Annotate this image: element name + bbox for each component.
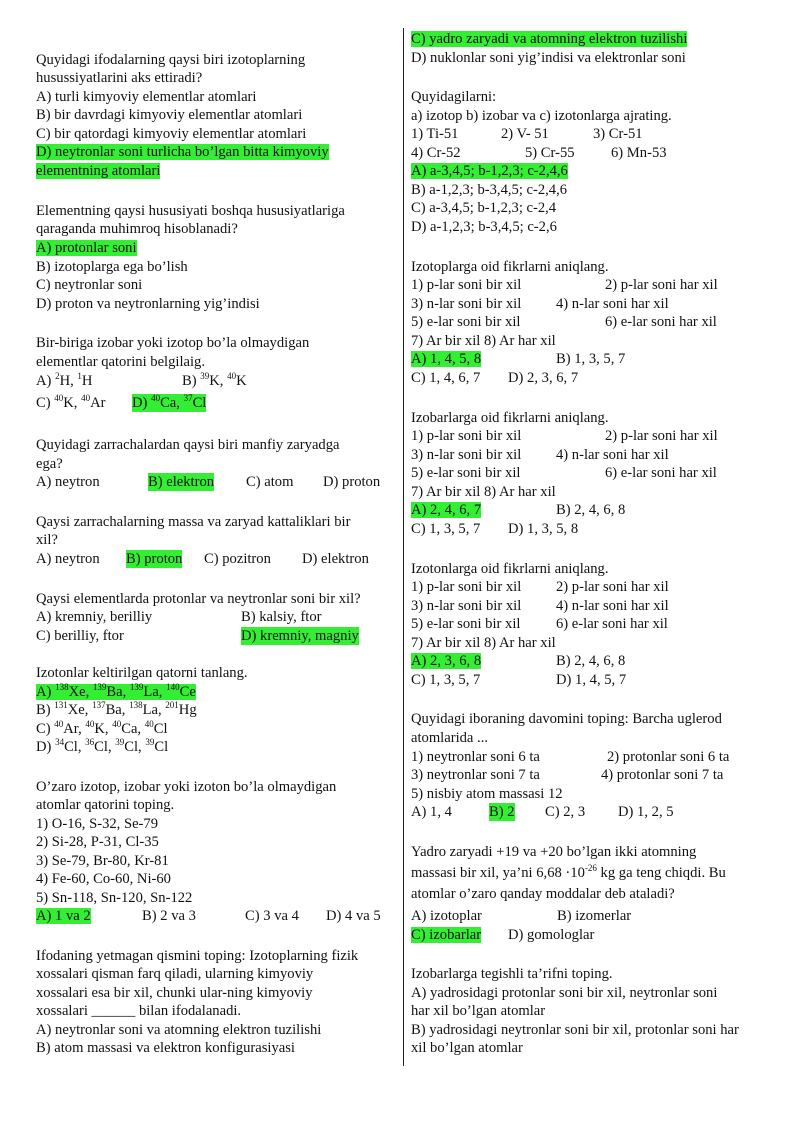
- q13-items-row-2: [411, 597, 669, 615]
- q13-options-row-1: [411, 652, 626, 670]
- q6-option-d-correct: D) kremniy, magniy: [241, 628, 359, 644]
- q8-options: [36, 907, 381, 925]
- q15-option-d: D) gomologlar: [508, 927, 595, 943]
- q12-options-row-2: [411, 520, 579, 538]
- q7-option-a-correct: A) $^{138}$Xe, $^{139}$Ba, $^{139}$La, $^{140}$Ce: [36, 682, 196, 700]
- q4-option-c: C) atom: [246, 474, 294, 490]
- q10-items-row-1: [411, 125, 643, 143]
- q12-item-1: 1) p-lar soni bir xil: [411, 428, 522, 444]
- q1-option-a: A) turli kimyoviy elementlar atomlari: [36, 89, 257, 105]
- question-10-stem-cont: a) izotop b) izobar va c) izotonlarga ajrating.: [411, 108, 672, 124]
- q11-option-b: B) 1, 3, 5, 7: [556, 351, 626, 367]
- q15-options-row-2: [411, 926, 595, 944]
- q7-option-d: D) $^{34}$Cl, $^{36}$Cl, $^{39}$Cl, $^{39}$Cl: [36, 737, 169, 755]
- q8-item-3: 3) Se-79, Br-80, Kr-81: [36, 853, 169, 869]
- q11-items-row-2: [411, 295, 669, 313]
- question-5-stem: Qaysi zarrachalarning massa va zaryad kattaliklari bir: [36, 514, 351, 530]
- q14-option-c: C) 2, 3: [545, 804, 586, 820]
- question-15-stem-cont-2: atomlar o’zaro qanday moddalar deb ataladi?: [411, 886, 675, 902]
- q1-option-d-correct-cont: elementning atomlari: [36, 163, 161, 179]
- q13-option-a-correct: A) 2, 3, 6, 8: [411, 653, 482, 669]
- q11-item-2: 2) p-lar soni har xil: [605, 277, 718, 293]
- q16-option-b: B) yadrosidagi neytronlar soni bir xil, protonlar soni har: [411, 1022, 739, 1038]
- q15-option-c-correct: C) izobarlar: [411, 927, 482, 943]
- q10-option-b: B) a-1,2,3; b-3,4,5; c-2,4,6: [411, 182, 568, 198]
- q11-option-c: C) 1, 4, 6, 7: [411, 370, 481, 386]
- question-1-stem: Quyidagi ifodalarning qaysi biri izotoplarning: [36, 52, 306, 68]
- question-10-stem: Quyidagilarni:: [411, 89, 497, 105]
- q12-item-2: 2) p-lar soni har xil: [605, 428, 718, 444]
- q12-item-5: 5) e-lar soni bir xil: [411, 465, 521, 481]
- q3-option-a: A) $^2$H, $^1$H: [36, 371, 93, 389]
- q14-items-row-1: [411, 748, 730, 766]
- q1-option-b: B) bir davrdagi kimyoviy elementlar atomlari: [36, 107, 303, 123]
- q3-option-d-correct: D) $^{40}$Ca, $^{37}$Cl: [132, 393, 207, 411]
- q14-option-b-correct: B) 2: [489, 804, 515, 820]
- q4-option-a: A) neytron: [36, 474, 100, 490]
- q12-items-row-3: [411, 464, 717, 482]
- q12-item-4: 4) n-lar soni har xil: [556, 447, 669, 463]
- q10-item-1: 1) Ti-51: [411, 126, 459, 142]
- q12-items-row-1: [411, 427, 718, 445]
- q16-option-a-cont: har xil bo’lgan atomlar: [411, 1003, 546, 1019]
- q11-item-4: 4) n-lar soni har xil: [556, 296, 669, 312]
- q13-item-2: 2) p-lar soni har xil: [556, 579, 669, 595]
- q13-items-row-1: [411, 578, 669, 596]
- q10-items-row-2: [411, 144, 667, 162]
- q9-option-c-correct: C) yadro zaryadi va atomning elektron tuzilishi: [411, 31, 688, 47]
- question-9-stem: Ifodaning yetmagan qismini toping: Izotoplarning fizik: [36, 948, 359, 964]
- question-9-stem-cont-3: xossalari ______ bilan ifodalanadi.: [36, 1003, 242, 1019]
- q9-option-b: B) atom massasi va elektron konfigurasiyasi: [36, 1040, 295, 1056]
- q9-option-d: D) nuklonlar soni yig’indisi va elektronlar soni: [411, 50, 686, 66]
- q13-item-1: 1) p-lar soni bir xil: [411, 579, 522, 595]
- q10-item-4: 4) Cr-52: [411, 145, 461, 161]
- q8-option-a-correct: A) 1 va 2: [36, 908, 91, 924]
- q13-item-4: 4) n-lar soni har xil: [556, 598, 669, 614]
- question-9-stem-cont-1: xossalari qisman farq qiladi, ularning kimyoviy: [36, 966, 314, 982]
- question-4-stem: Quyidagi zarrachalardan qaysi biri manfiy zaryadga: [36, 437, 340, 453]
- q14-option-a: A) 1, 4: [411, 804, 452, 820]
- q13-item-5: 5) e-lar soni bir xil: [411, 616, 521, 632]
- question-3-stem: Bir-biriga izobar yoki izotop bo’la olmaydigan: [36, 335, 310, 351]
- question-14-stem-cont: atomlarida ...: [411, 730, 488, 746]
- q11-item-1: 1) p-lar soni bir xil: [411, 277, 522, 293]
- q2-option-d: D) proton va neytronlarning yig’indisi: [36, 296, 260, 312]
- q11-option-a-correct: A) 1, 4, 5, 8: [411, 351, 482, 367]
- question-1-stem-cont: husussiyatlarini aks ettiradi?: [36, 70, 203, 86]
- q12-items-row-2: [411, 446, 669, 464]
- q10-item-5: 5) Cr-55: [525, 145, 575, 161]
- q11-options-row-1: [411, 350, 626, 368]
- q7-option-b: B) $^{131}$Xe, $^{137}$Ba, $^{138}$La, $^{201}$Hg: [36, 700, 197, 718]
- q15-option-a: A) izotoplar: [411, 908, 482, 924]
- q8-option-b: B) 2 va 3: [142, 908, 196, 924]
- q8-option-d: D) 4 va 5: [326, 908, 381, 924]
- q14-option-d: D) 1, 2, 5: [618, 804, 674, 820]
- q3-option-b: B) $^{39}$K, $^{40}$K: [182, 371, 247, 389]
- q2-option-a-correct: A) protonlar soni: [36, 240, 137, 256]
- q12-option-d: D) 1, 3, 5, 8: [508, 521, 579, 537]
- q13-items-row-4: 7) Ar bir xil 8) Ar har xil: [411, 635, 556, 651]
- q11-items-row-4: 7) Ar bir xil 8) Ar har xil: [411, 333, 556, 349]
- q14-items-row-2: [411, 766, 724, 784]
- q5-option-b-correct: B) proton: [126, 551, 183, 567]
- q4-option-d: D) proton: [323, 474, 381, 490]
- q13-item-6: 6) e-lar soni har xil: [556, 616, 668, 632]
- q8-option-c: C) 3 va 4: [245, 908, 299, 924]
- q10-item-3: 3) Cr-51: [593, 126, 643, 142]
- q5-option-c: C) pozitron: [204, 551, 271, 567]
- q11-items-row-3: [411, 313, 717, 331]
- q10-item-2: 2) V- 51: [501, 126, 549, 142]
- q3-options-row-2: [36, 393, 207, 412]
- q11-options-row-2: [411, 369, 579, 387]
- q5-option-d: D) elektron: [302, 551, 369, 567]
- q6-options-row-1: [36, 608, 322, 626]
- question-15-stem: Yadro zaryadi +19 va +20 bo’lgan ikki atomning: [411, 844, 697, 860]
- q8-item-2: 2) Si-28, P-31, Cl-35: [36, 834, 159, 850]
- q6-option-c: C) berilliy, ftor: [36, 628, 124, 644]
- q10-option-c: C) a-3,4,5; b-1,2,3; c-2,4: [411, 200, 557, 216]
- question-7-stem: Izotonlar keltirilgan qatorni tanlang.: [36, 665, 248, 681]
- q12-option-b: B) 2, 4, 6, 8: [556, 502, 626, 518]
- q13-items-row-3: [411, 615, 668, 633]
- question-15-stem-cont-1: massasi bir xil, ya’ni $6,68 \cdot 10^{-26}$ kg ga teng chiqdi. Bu: [411, 863, 726, 881]
- q2-option-c: C) neytronlar soni: [36, 277, 143, 293]
- question-2-stem: Elementning qaysi hususiyati boshqa hususiyatlariga: [36, 203, 345, 219]
- q3-options-row-1: [36, 371, 247, 390]
- q12-item-6: 6) e-lar soni har xil: [605, 465, 717, 481]
- q16-option-a: A) yadrosidagi protonlar soni bir xil, neytronlar soni: [411, 985, 718, 1001]
- q6-option-b: B) kalsiy, ftor: [241, 609, 322, 625]
- q13-option-c: C) 1, 3, 5, 7: [411, 672, 481, 688]
- question-3-stem-cont: elementlar qatorini belgilaig.: [36, 354, 205, 370]
- q2-option-b: B) izotoplarga ega bo’lish: [36, 259, 188, 275]
- q10-option-a-correct: A) a-3,4,5; b-1,2,3; c-2,4,6: [411, 163, 568, 179]
- q14-item-2: 2) protonlar soni 6 ta: [607, 749, 730, 765]
- question-8-stem-cont: atomlar qatorini toping.: [36, 797, 175, 813]
- q6-options-row-2: [36, 627, 359, 645]
- q11-item-3: 3) n-lar soni bir xil: [411, 296, 522, 312]
- q10-option-d: D) a-1,2,3; b-3,4,5; c-2,6: [411, 219, 557, 235]
- q5-options: [36, 550, 369, 568]
- q14-options: [411, 803, 674, 821]
- q8-item-5: 5) Sn-118, Sn-120, Sn-122: [36, 890, 193, 906]
- q12-options-row-1: [411, 501, 626, 519]
- q14-item-1: 1) neytronlar soni 6 ta: [411, 749, 540, 765]
- q3-option-c: C) $^{40}$K, $^{40}$Ar: [36, 393, 106, 411]
- q14-item-4: 4) protonlar soni 7 ta: [601, 767, 724, 783]
- q4-option-b-correct: B) elektron: [148, 474, 215, 490]
- question-16-stem: Izobarlarga tegishli ta’rifni toping.: [411, 966, 613, 982]
- question-11-stem: Izotoplarga oid fikrlarni aniqlang.: [411, 259, 609, 275]
- question-4-stem-cont: ega?: [36, 456, 63, 472]
- q7-option-c: C) $^{40}$Ar, $^{40}$K, $^{40}$Ca, $^{40}$Cl: [36, 719, 168, 737]
- q11-item-6: 6) e-lar soni har xil: [605, 314, 717, 330]
- q4-options: [36, 473, 381, 491]
- q5-option-a: A) neytron: [36, 551, 100, 567]
- q11-items-row-1: [411, 276, 718, 294]
- q12-option-c: C) 1, 3, 5, 7: [411, 521, 481, 537]
- q6-option-a: A) kremniy, berilliy: [36, 609, 153, 625]
- q15-option-b: B) izomerlar: [557, 908, 632, 924]
- q8-item-1: 1) O-16, S-32, Se-79: [36, 816, 159, 832]
- question-6-stem: Qaysi elementlarda protonlar va neytronlar soni bir xil?: [36, 591, 361, 607]
- q9-option-a: A) neytronlar soni va atomning elektron tuzilishi: [36, 1022, 322, 1038]
- q12-items-row-4: 7) Ar bir xil 8) Ar har xil: [411, 484, 556, 500]
- question-2-stem-cont: qaraganda muhimroq hisoblanadi?: [36, 221, 238, 237]
- q10-item-6: 6) Mn-53: [611, 145, 667, 161]
- q14-item-3: 3) neytronlar soni 7 ta: [411, 767, 540, 783]
- q13-option-d: D) 1, 4, 5, 7: [556, 672, 627, 688]
- q1-option-d-correct: D) neytronlar soni turlicha bo’lgan bitta kimyoviy: [36, 144, 329, 160]
- q13-option-b: B) 2, 4, 6, 8: [556, 653, 626, 669]
- q16-option-b-cont: xil bo’lgan atomlar: [411, 1040, 523, 1056]
- question-14-stem: Quyidagi iboraning davomini toping: Barcha uglerod: [411, 711, 722, 727]
- q11-option-d: D) 2, 3, 6, 7: [508, 370, 579, 386]
- q12-item-3: 3) n-lar soni bir xil: [411, 447, 522, 463]
- q11-item-5: 5) e-lar soni bir xil: [411, 314, 521, 330]
- q14-item-5: 5) nisbiy atom massasi 12: [411, 786, 563, 802]
- question-13-stem: Izotonlarga oid fikrlarni aniqlang.: [411, 561, 609, 577]
- q13-item-3: 3) n-lar soni bir xil: [411, 598, 522, 614]
- question-9-stem-cont-2: xossalari esa bir xil, chunki ular-ning kimyoviy: [36, 985, 313, 1001]
- question-5-stem-cont: xil?: [36, 532, 58, 548]
- q13-options-row-2: [411, 671, 627, 689]
- q12-option-a-correct: A) 2, 4, 6, 7: [411, 502, 482, 518]
- q8-item-4: 4) Fe-60, Co-60, Ni-60: [36, 871, 171, 887]
- column-divider: [403, 28, 404, 1066]
- question-8-stem: O’zaro izotop, izobar yoki izoton bo’la olmaydigan: [36, 779, 337, 795]
- q1-option-c: C) bir qatordagi kimyoviy elementlar atomlari: [36, 126, 307, 142]
- q15-options-row-1: [411, 907, 632, 925]
- question-12-stem: Izobarlarga oid fikrlarni aniqlang.: [411, 410, 609, 426]
